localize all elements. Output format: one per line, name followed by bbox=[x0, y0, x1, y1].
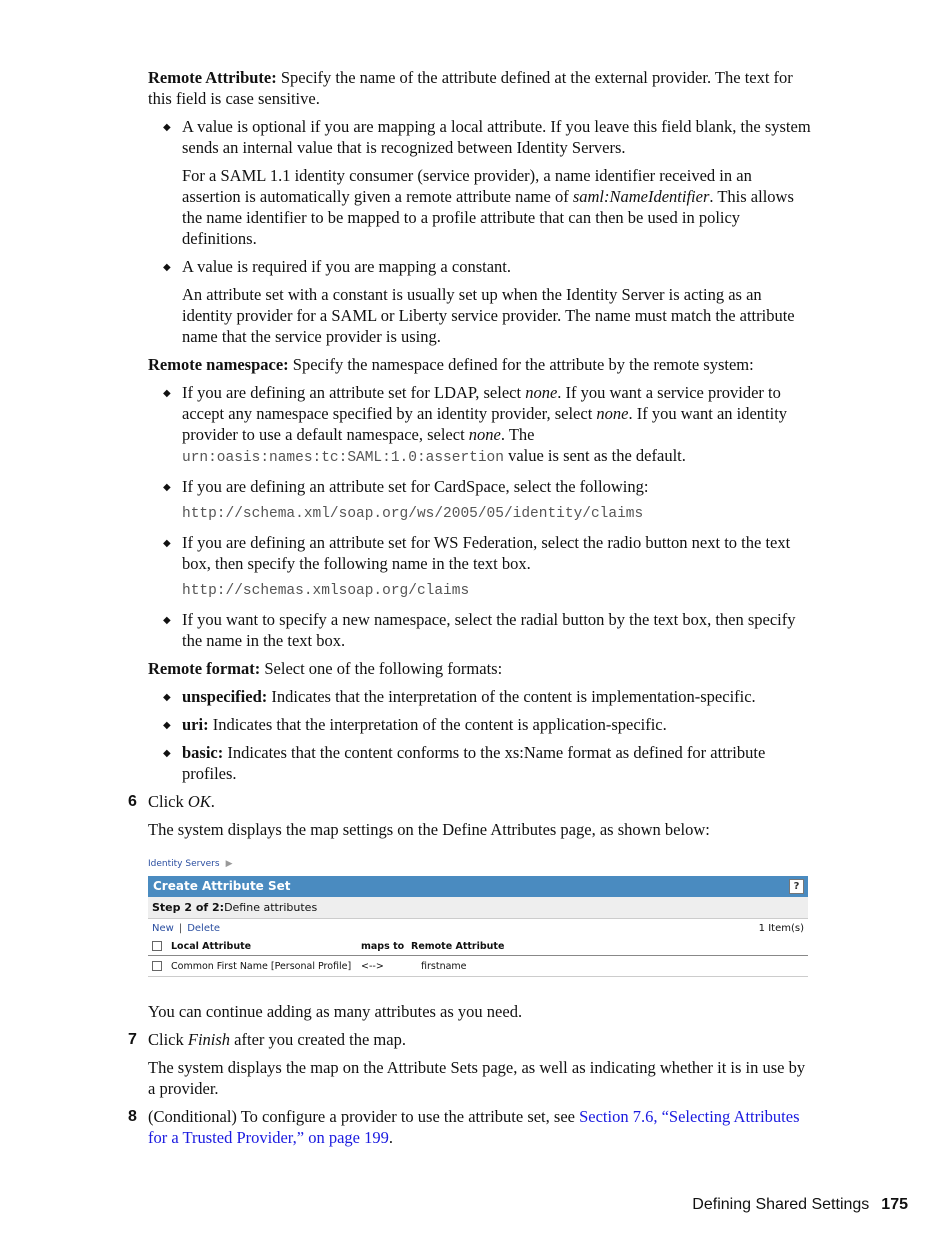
bullet-diamond-icon: ◆ bbox=[163, 262, 171, 273]
remote-attribute-list-2 bbox=[148, 256, 813, 277]
default-namespace-code: urn:oasis:names:tc:SAML:1.0:assertion bbox=[182, 450, 504, 466]
list-item: ◆ basic: Indicates that the content conforms to the xs:Name format as defined for attribute profiles. bbox=[163, 743, 766, 783]
remote-namespace-list bbox=[148, 382, 813, 497]
remote-namespace-list-3 bbox=[148, 609, 813, 651]
step-label: Step 2 of 2: bbox=[152, 901, 225, 914]
step-7-description: The system displays the map on the Attribute Sets page, as well as indicating whether it is in use by a provider. bbox=[148, 1058, 806, 1098]
breadcrumb bbox=[148, 856, 808, 872]
list-item: ◆ If you are defining an attribute set for LDAP, select none. If you want a service provider to accept any namespace specified by an identity provider, select none. If you want an identity provider to use a default namespace, select none. The urn:oasis:names:tc:SAML:1.0:assertion value is sent as the default. bbox=[163, 383, 788, 466]
remote-format-paragraph: Remote format: Select one of the following formats: bbox=[148, 659, 503, 678]
step-7-instruction: Click Finish after you created the map. bbox=[148, 1030, 406, 1049]
list-item: ◆ uri: Indicates that the interpretation of the content is application-specific. bbox=[163, 715, 667, 734]
remote-format-term: Remote format: bbox=[148, 659, 261, 678]
step-7 bbox=[128, 1029, 813, 1099]
row-maps-to: <--> bbox=[361, 960, 384, 972]
row-checkbox[interactable] bbox=[152, 961, 162, 971]
saml-note: For a SAML 1.1 identity consumer (service provider), a name identifier received in an assertion is automatically given a remote attribute name of saml:NameIdentifier. This allows the name identifier to be mapped to a profile attribute that can then be used in policy definitions. bbox=[182, 166, 794, 248]
remote-namespace-paragraph: Remote namespace: Specify the namespace defined for the attribute by the remote system: bbox=[148, 355, 754, 374]
list-item: ◆ If you are defining an attribute set for CardSpace, select the following: bbox=[163, 477, 649, 496]
constant-note: An attribute set with a constant is usually set up when the Identity Server is acting as an identity provider for a SAML or Liberty service provider. The name must match the attribute name that the service provider is using. bbox=[182, 285, 795, 346]
remote-namespace-term: Remote namespace: bbox=[148, 355, 289, 374]
step-8-instruction: (Conditional) To configure a provider to use the attribute set, see Section 7.6, “Selecting Attributes for a Trusted Provider,” on page 199. bbox=[148, 1107, 800, 1147]
table-header bbox=[148, 937, 808, 956]
step-8 bbox=[128, 1106, 813, 1148]
remote-namespace-list-2 bbox=[148, 532, 813, 574]
bullet-diamond-icon: ◆ bbox=[163, 615, 171, 626]
define-attributes-screenshot bbox=[148, 856, 808, 977]
step-indicator bbox=[148, 897, 808, 919]
bullet-diamond-icon: ◆ bbox=[163, 388, 171, 399]
step-text: Define attributes bbox=[224, 901, 318, 914]
list-item: ◆ A value is required if you are mapping a constant. bbox=[163, 257, 511, 276]
page-number: 175 bbox=[881, 1196, 908, 1213]
select-all-checkbox[interactable] bbox=[152, 941, 162, 951]
continue-note: You can continue adding as many attributes as you need. bbox=[148, 1002, 523, 1021]
bullet-diamond-icon: ◆ bbox=[163, 482, 171, 493]
list-item: ◆ If you are defining an attribute set for WS Federation, select the radio button next to the text box, then specify the following name in the text box. bbox=[163, 533, 791, 573]
cardspace-namespace-code: http://schema.xml/soap.org/ws/2005/05/identity/claims bbox=[182, 506, 644, 522]
step-number: 8 bbox=[128, 1108, 137, 1125]
breadcrumb-identity-servers[interactable]: Identity Servers bbox=[148, 858, 220, 869]
document-body bbox=[128, 67, 813, 1155]
step-6 bbox=[128, 791, 813, 840]
bullet-diamond-icon: ◆ bbox=[163, 692, 171, 703]
remote-attribute-term: Remote Attribute: bbox=[148, 68, 277, 87]
panel-titlebar bbox=[148, 876, 808, 897]
row-local-attribute[interactable]: Common First Name [Personal Profile] bbox=[171, 960, 352, 972]
column-remote-attribute: Remote Attribute bbox=[411, 940, 505, 952]
item-count: 1 Item(s) bbox=[758, 922, 804, 934]
list-item: ◆ If you want to specify a new namespace, select the radial button by the text box, then specify the name in the text box. bbox=[163, 610, 796, 650]
row-remote-attribute: firstname bbox=[421, 960, 467, 972]
bullet-diamond-icon: ◆ bbox=[163, 720, 171, 731]
new-button[interactable]: New bbox=[152, 922, 174, 934]
remote-attribute-paragraph: Remote Attribute: Specify the name of the attribute defined at the external provider. The text for this field is case sensitive. bbox=[148, 68, 793, 108]
bullet-diamond-icon: ◆ bbox=[163, 748, 171, 759]
page-footer bbox=[692, 1194, 908, 1215]
remote-attribute-list bbox=[148, 116, 813, 158]
step-6-instruction: Click OK. bbox=[148, 792, 215, 811]
bullet-diamond-icon: ◆ bbox=[163, 122, 171, 133]
chevron-right-icon: ▶ bbox=[225, 858, 233, 869]
help-icon[interactable]: ? bbox=[789, 879, 804, 894]
wsfed-namespace-code: http://schemas.xmlsoap.org/claims bbox=[182, 583, 470, 599]
step-6-description: The system displays the map settings on the Define Attributes page, as shown below: bbox=[148, 820, 710, 839]
table-toolbar bbox=[148, 919, 808, 937]
panel-title: Create Attribute Set bbox=[153, 879, 291, 893]
footer-section-title: Defining Shared Settings bbox=[692, 1196, 870, 1213]
list-item: ◆ unspecified: Indicates that the interpretation of the content is implementation-specific. bbox=[163, 687, 756, 706]
bullet-diamond-icon: ◆ bbox=[163, 538, 171, 549]
section-7-6-link[interactable]: Section 7.6, “Selecting Attributes for a Trusted Provider,” on page 199 bbox=[148, 1107, 800, 1147]
table-row bbox=[148, 956, 808, 977]
list-item: ◆ A value is optional if you are mapping a local attribute. If you leave this field blank, the system sends an internal value that is recognized between Identity Servers. bbox=[163, 117, 811, 157]
delete-button[interactable]: Delete bbox=[187, 922, 221, 934]
column-maps-to: maps to bbox=[361, 940, 405, 952]
column-local-attribute: Local Attribute bbox=[171, 940, 252, 952]
toolbar-separator: | bbox=[178, 922, 183, 934]
step-number: 6 bbox=[128, 793, 137, 810]
remote-format-list bbox=[148, 686, 813, 784]
step-number: 7 bbox=[128, 1031, 137, 1048]
